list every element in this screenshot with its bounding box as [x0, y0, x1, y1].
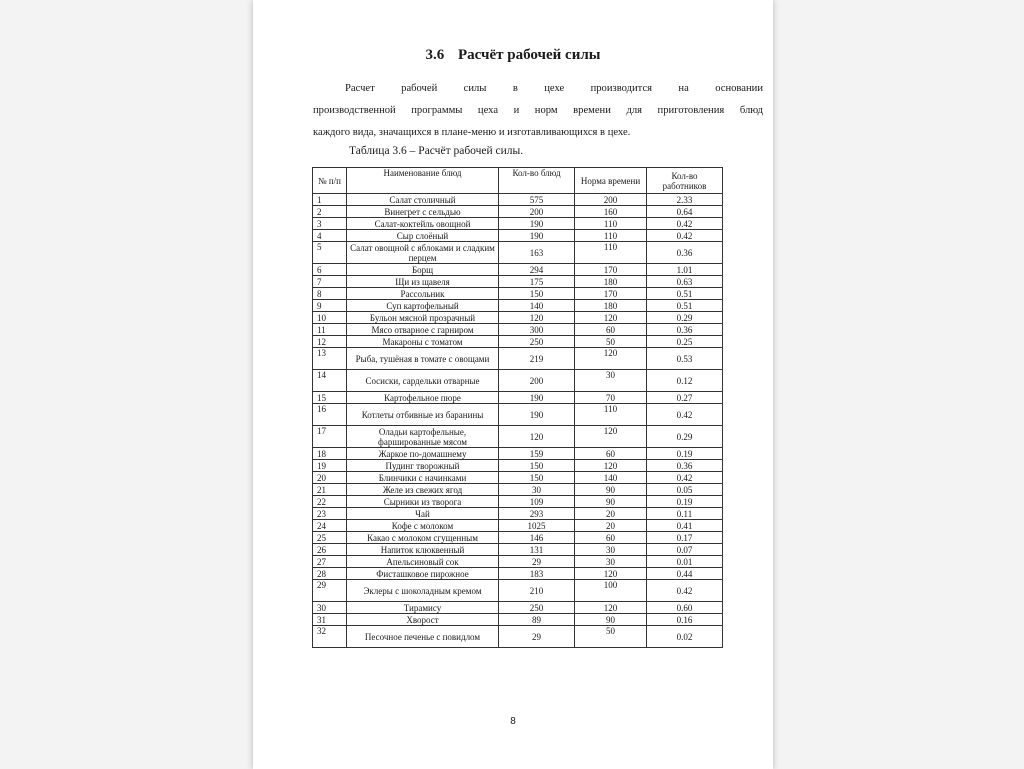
section-heading [253, 47, 773, 64]
dish-name-cell: Желе из свежих ягод [347, 484, 499, 496]
column-header-time-norm: Норма времени [575, 168, 647, 194]
time-norm-cell: 120 [575, 568, 647, 580]
dish-count-cell: 190 [499, 230, 575, 242]
dish-name-cell: Напиток клюквенный [347, 544, 499, 556]
dish-name-cell: Хворост [347, 614, 499, 626]
table-row [313, 614, 723, 626]
time-norm-cell: 20 [575, 520, 647, 532]
table-row [313, 370, 723, 392]
table-row [313, 448, 723, 460]
row-number-cell: 18 [313, 448, 347, 460]
dish-name-cell: Мясо отварное с гарниром [347, 324, 499, 336]
table-row [313, 602, 723, 614]
worker-count-cell: 0.16 [647, 614, 723, 626]
worker-count-cell: 0.63 [647, 276, 723, 288]
dish-count-cell: 89 [499, 614, 575, 626]
time-norm-cell: 200 [575, 194, 647, 206]
dish-count-cell: 210 [499, 580, 575, 602]
time-norm-cell: 160 [575, 206, 647, 218]
time-norm-cell: 50 [575, 626, 647, 648]
time-norm-cell: 180 [575, 276, 647, 288]
table-row [313, 348, 723, 370]
row-number-cell: 5 [313, 242, 347, 264]
section-title: Расчёт рабочей силы [458, 47, 601, 63]
dish-name-cell: Чай [347, 508, 499, 520]
dish-name-cell: Щи из щавеля [347, 276, 499, 288]
table-row [313, 300, 723, 312]
time-norm-cell: 50 [575, 336, 647, 348]
worker-count-cell: 0.02 [647, 626, 723, 648]
table-row [313, 288, 723, 300]
table-row [313, 556, 723, 568]
intro-paragraph [313, 78, 763, 144]
worker-count-cell: 0.19 [647, 496, 723, 508]
column-header-number: № п/п [313, 168, 347, 194]
dish-name-cell: Эклеры с шоколадным кремом [347, 580, 499, 602]
time-norm-cell: 110 [575, 404, 647, 426]
row-number-cell: 22 [313, 496, 347, 508]
dish-count-cell: 250 [499, 602, 575, 614]
row-number-cell: 32 [313, 626, 347, 648]
worker-count-cell: 0.36 [647, 324, 723, 336]
worker-count-cell: 0.12 [647, 370, 723, 392]
table-row [313, 264, 723, 276]
row-number-cell: 8 [313, 288, 347, 300]
row-number-cell: 24 [313, 520, 347, 532]
paragraph-line: Расчет рабочей силы в цехе производится на основании [345, 83, 763, 94]
time-norm-cell: 90 [575, 484, 647, 496]
row-number-cell: 21 [313, 484, 347, 496]
dish-count-cell: 294 [499, 264, 575, 276]
row-number-cell: 25 [313, 532, 347, 544]
dish-count-cell: 159 [499, 448, 575, 460]
table-row [313, 194, 723, 206]
time-norm-cell: 30 [575, 556, 647, 568]
dish-count-cell: 200 [499, 370, 575, 392]
dish-name-cell: Кофе с молоком [347, 520, 499, 532]
row-number-cell: 12 [313, 336, 347, 348]
dish-name-cell: Песочное печенье с повидлом [347, 626, 499, 648]
dish-count-cell: 1025 [499, 520, 575, 532]
time-norm-cell: 70 [575, 392, 647, 404]
worker-count-cell: 0.42 [647, 580, 723, 602]
worker-count-cell: 0.25 [647, 336, 723, 348]
table-row [313, 532, 723, 544]
row-number-cell: 9 [313, 300, 347, 312]
worker-count-cell: 0.36 [647, 242, 723, 264]
table-row [313, 312, 723, 324]
row-number-cell: 2 [313, 206, 347, 218]
table-row [313, 324, 723, 336]
column-header-worker-count: Кол-во работников [647, 168, 723, 194]
dish-name-cell: Борщ [347, 264, 499, 276]
dish-count-cell: 219 [499, 348, 575, 370]
dish-count-cell: 175 [499, 276, 575, 288]
worker-count-cell: 0.41 [647, 520, 723, 532]
table-row [313, 626, 723, 648]
dish-count-cell: 293 [499, 508, 575, 520]
worker-count-cell: 0.29 [647, 312, 723, 324]
time-norm-cell: 120 [575, 426, 647, 448]
time-norm-cell: 120 [575, 348, 647, 370]
worker-count-cell: 0.36 [647, 460, 723, 472]
dish-name-cell: Макароны с томатом [347, 336, 499, 348]
table-row [313, 520, 723, 532]
dish-name-cell: Оладьи картофельные, фаршированные мясом [347, 426, 499, 448]
table-row [313, 568, 723, 580]
worker-count-cell: 0.44 [647, 568, 723, 580]
row-number-cell: 26 [313, 544, 347, 556]
dish-count-cell: 300 [499, 324, 575, 336]
table-row [313, 484, 723, 496]
table-row [313, 426, 723, 448]
time-norm-cell: 100 [575, 580, 647, 602]
time-norm-cell: 60 [575, 324, 647, 336]
time-norm-cell: 110 [575, 230, 647, 242]
dish-count-cell: 200 [499, 206, 575, 218]
dish-name-cell: Котлеты отбивные из баранины [347, 404, 499, 426]
dish-count-cell: 150 [499, 288, 575, 300]
dish-name-cell: Апельсиновый сок [347, 556, 499, 568]
row-number-cell: 6 [313, 264, 347, 276]
worker-count-cell: 1.01 [647, 264, 723, 276]
row-number-cell: 31 [313, 614, 347, 626]
dish-count-cell: 190 [499, 404, 575, 426]
time-norm-cell: 60 [575, 448, 647, 460]
table-row [313, 276, 723, 288]
worker-count-cell: 0.64 [647, 206, 723, 218]
table-row [313, 336, 723, 348]
dish-name-cell: Сыр слоёный [347, 230, 499, 242]
worker-count-cell: 0.51 [647, 300, 723, 312]
dish-name-cell: Бульон мясной прозрачный [347, 312, 499, 324]
time-norm-cell: 170 [575, 288, 647, 300]
row-number-cell: 1 [313, 194, 347, 206]
dish-count-cell: 140 [499, 300, 575, 312]
row-number-cell: 4 [313, 230, 347, 242]
time-norm-cell: 30 [575, 544, 647, 556]
table-row [313, 460, 723, 472]
row-number-cell: 16 [313, 404, 347, 426]
time-norm-cell: 140 [575, 472, 647, 484]
dish-name-cell: Суп картофельный [347, 300, 499, 312]
worker-count-cell: 0.11 [647, 508, 723, 520]
table-row [313, 580, 723, 602]
section-number: 3.6 [425, 47, 445, 63]
page-number: 8 [510, 716, 516, 727]
dish-name-cell: Фисташковое пирожное [347, 568, 499, 580]
dish-name-cell: Салат-коктейль овощной [347, 218, 499, 230]
worker-count-cell: 0.19 [647, 448, 723, 460]
dish-name-cell: Картофельное пюре [347, 392, 499, 404]
worker-count-cell: 0.60 [647, 602, 723, 614]
dish-name-cell: Тирамису [347, 602, 499, 614]
dish-count-cell: 163 [499, 242, 575, 264]
time-norm-cell: 20 [575, 508, 647, 520]
dish-name-cell: Салат овощной с яблоками и сладким перцем [347, 242, 499, 264]
table-caption: Таблица 3.6 – Расчёт рабочей силы. [349, 145, 524, 157]
time-norm-cell: 120 [575, 460, 647, 472]
table-row [313, 242, 723, 264]
row-number-cell: 14 [313, 370, 347, 392]
dish-count-cell: 109 [499, 496, 575, 508]
dish-name-cell: Сырники из творога [347, 496, 499, 508]
dish-count-cell: 120 [499, 312, 575, 324]
time-norm-cell: 170 [575, 264, 647, 276]
table-row [313, 230, 723, 242]
paragraph-line: каждого вида, значащихся в плане-меню и изготавливающихся в цехе. [313, 127, 631, 138]
time-norm-cell: 60 [575, 532, 647, 544]
dish-count-cell: 183 [499, 568, 575, 580]
column-header-dish-count: Кол-во блюд [499, 168, 575, 194]
worker-count-cell: 0.42 [647, 472, 723, 484]
column-header-dish-name: Наименование блюд [347, 168, 499, 194]
time-norm-cell: 120 [575, 602, 647, 614]
document-page [253, 0, 773, 769]
worker-count-cell: 0.53 [647, 348, 723, 370]
dish-name-cell: Пудинг творожный [347, 460, 499, 472]
dish-count-cell: 150 [499, 460, 575, 472]
dish-count-cell: 120 [499, 426, 575, 448]
row-number-cell: 3 [313, 218, 347, 230]
worker-count-cell: 0.51 [647, 288, 723, 300]
row-number-cell: 7 [313, 276, 347, 288]
worker-count-cell: 0.42 [647, 218, 723, 230]
worker-count-cell: 0.01 [647, 556, 723, 568]
table-row [313, 218, 723, 230]
dish-count-cell: 190 [499, 392, 575, 404]
dish-count-cell: 30 [499, 484, 575, 496]
time-norm-cell: 180 [575, 300, 647, 312]
dish-count-cell: 131 [499, 544, 575, 556]
dish-count-cell: 575 [499, 194, 575, 206]
worker-count-cell: 0.07 [647, 544, 723, 556]
dish-count-cell: 29 [499, 626, 575, 648]
dish-name-cell: Винегрет с сельдью [347, 206, 499, 218]
dish-name-cell: Блинчики с начинками [347, 472, 499, 484]
time-norm-cell: 90 [575, 496, 647, 508]
worker-count-cell: 0.42 [647, 404, 723, 426]
row-number-cell: 10 [313, 312, 347, 324]
row-number-cell: 20 [313, 472, 347, 484]
time-norm-cell: 90 [575, 614, 647, 626]
dish-name-cell: Какао с молоком сгущенным [347, 532, 499, 544]
workforce-table [312, 167, 723, 648]
table-row [313, 544, 723, 556]
dish-name-cell: Жаркое по-домашнему [347, 448, 499, 460]
row-number-cell: 28 [313, 568, 347, 580]
table-row [313, 392, 723, 404]
dish-count-cell: 146 [499, 532, 575, 544]
row-number-cell: 15 [313, 392, 347, 404]
row-number-cell: 19 [313, 460, 347, 472]
time-norm-cell: 110 [575, 242, 647, 264]
dish-name-cell: Рыба, тушёная в томате с овощами [347, 348, 499, 370]
dish-count-cell: 29 [499, 556, 575, 568]
row-number-cell: 13 [313, 348, 347, 370]
table-row [313, 404, 723, 426]
dish-count-cell: 150 [499, 472, 575, 484]
worker-count-cell: 0.05 [647, 484, 723, 496]
table-row [313, 508, 723, 520]
worker-count-cell: 2.33 [647, 194, 723, 206]
time-norm-cell: 120 [575, 312, 647, 324]
worker-count-cell: 0.17 [647, 532, 723, 544]
row-number-cell: 23 [313, 508, 347, 520]
row-number-cell: 17 [313, 426, 347, 448]
table-row [313, 206, 723, 218]
dish-name-cell: Салат столичный [347, 194, 499, 206]
row-number-cell: 27 [313, 556, 347, 568]
dish-name-cell: Рассольник [347, 288, 499, 300]
dish-name-cell: Сосиски, сардельки отварные [347, 370, 499, 392]
dish-count-cell: 190 [499, 218, 575, 230]
table-row [313, 472, 723, 484]
time-norm-cell: 30 [575, 370, 647, 392]
dish-count-cell: 250 [499, 336, 575, 348]
table-row [313, 496, 723, 508]
worker-count-cell: 0.27 [647, 392, 723, 404]
row-number-cell: 30 [313, 602, 347, 614]
row-number-cell: 11 [313, 324, 347, 336]
worker-count-cell: 0.42 [647, 230, 723, 242]
table-header-row [313, 168, 723, 194]
time-norm-cell: 110 [575, 218, 647, 230]
worker-count-cell: 0.29 [647, 426, 723, 448]
paragraph-line: производственной программы цеха и норм времени для приготовления блюд [313, 105, 763, 116]
row-number-cell: 29 [313, 580, 347, 602]
